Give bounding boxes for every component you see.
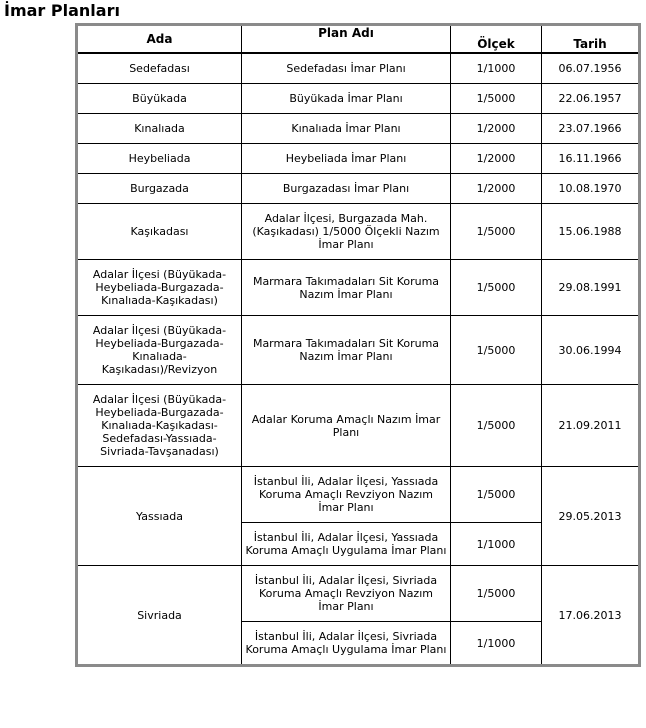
table-row bbox=[77, 467, 640, 523]
cell-plan-adi: İstanbul İli, Adalar İlçesi, Yassıada Koruma Amaçlı Uygulama İmar Planı bbox=[242, 523, 451, 566]
cell-plan-adi: Adalar Koruma Amaçlı Nazım İmar Planı bbox=[242, 385, 451, 467]
cell-ada: Sedefadası bbox=[77, 53, 242, 84]
cell-tarih: 29.08.1991 bbox=[542, 260, 640, 316]
table-row bbox=[77, 385, 640, 467]
column-header-ada: Ada bbox=[77, 25, 242, 54]
cell-olcek: 1/1000 bbox=[451, 523, 542, 566]
cell-plan-adi: Sedefadası İmar Planı bbox=[242, 53, 451, 84]
cell-ada: Adalar İlçesi (Büyükada-Heybeliada-Burgazada-Kınalıada-Kaşıkadası) bbox=[77, 260, 242, 316]
cell-plan-adi: Kınalıada İmar Planı bbox=[242, 114, 451, 144]
cell-olcek: 1/5000 bbox=[451, 467, 542, 523]
column-header-olcek: Ölçek bbox=[451, 25, 542, 54]
table-row bbox=[77, 204, 640, 260]
cell-olcek: 1/5000 bbox=[451, 84, 542, 114]
table-row bbox=[77, 174, 640, 204]
cell-tarih: 16.11.1966 bbox=[542, 144, 640, 174]
cell-ada: Yassıada bbox=[77, 467, 242, 566]
cell-olcek: 1/1000 bbox=[451, 622, 542, 666]
table-row bbox=[77, 84, 640, 114]
cell-olcek: 1/5000 bbox=[451, 385, 542, 467]
cell-ada: Adalar İlçesi (Büyükada-Heybeliada-Burgazada-Kınalıada-Kaşıkadası-Sedefadası-Yassıada-Sivriada-Tavşanadası) bbox=[77, 385, 242, 467]
cell-olcek: 1/5000 bbox=[451, 566, 542, 622]
cell-tarih: 10.08.1970 bbox=[542, 174, 640, 204]
cell-tarih: 22.06.1957 bbox=[542, 84, 640, 114]
cell-tarih: 30.06.1994 bbox=[542, 316, 640, 385]
header-row bbox=[77, 25, 640, 54]
cell-ada: Kaşıkadası bbox=[77, 204, 242, 260]
cell-ada: Burgazada bbox=[77, 174, 242, 204]
cell-ada: Heybeliada bbox=[77, 144, 242, 174]
table-row bbox=[77, 316, 640, 385]
cell-olcek: 1/2000 bbox=[451, 114, 542, 144]
cell-plan-adi: Büyükada İmar Planı bbox=[242, 84, 451, 114]
cell-ada: Sivriada bbox=[77, 566, 242, 666]
table-row bbox=[77, 53, 640, 84]
cell-plan-adi: Marmara Takımadaları Sit Koruma Nazım İmar Planı bbox=[242, 260, 451, 316]
cell-olcek: 1/5000 bbox=[451, 204, 542, 260]
cell-olcek: 1/2000 bbox=[451, 144, 542, 174]
imar-planlari-table bbox=[75, 23, 641, 667]
table-row bbox=[77, 566, 640, 622]
table-row bbox=[77, 144, 640, 174]
cell-olcek: 1/2000 bbox=[451, 174, 542, 204]
cell-tarih: 23.07.1966 bbox=[542, 114, 640, 144]
cell-tarih: 06.07.1956 bbox=[542, 53, 640, 84]
table-row bbox=[77, 114, 640, 144]
cell-tarih: 21.09.2011 bbox=[542, 385, 640, 467]
column-header-plan-adi: Plan Adı bbox=[242, 25, 451, 54]
cell-ada: Büyükada bbox=[77, 84, 242, 114]
cell-olcek: 1/5000 bbox=[451, 260, 542, 316]
column-header-tarih: Tarih bbox=[542, 25, 640, 54]
cell-olcek: 1/1000 bbox=[451, 53, 542, 84]
cell-tarih: 15.06.1988 bbox=[542, 204, 640, 260]
cell-plan-adi: İstanbul İli, Adalar İlçesi, Sivriada Koruma Amaçlı Uygulama İmar Planı bbox=[242, 622, 451, 666]
cell-tarih: 17.06.2013 bbox=[542, 566, 640, 666]
cell-plan-adi: İstanbul İli, Adalar İlçesi, Sivriada Koruma Amaçlı Revziyon Nazım İmar Planı bbox=[242, 566, 451, 622]
cell-tarih: 29.05.2013 bbox=[542, 467, 640, 566]
cell-plan-adi: Heybeliada İmar Planı bbox=[242, 144, 451, 174]
page-title: İmar Planları bbox=[4, 1, 120, 20]
cell-ada: Kınalıada bbox=[77, 114, 242, 144]
cell-plan-adi: İstanbul İli, Adalar İlçesi, Yassıada Koruma Amaçlı Revziyon Nazım İmar Planı bbox=[242, 467, 451, 523]
cell-ada: Adalar İlçesi (Büyükada-Heybeliada-Burgazada-Kınalıada-Kaşıkadası)/Revizyon bbox=[77, 316, 242, 385]
cell-plan-adi: Marmara Takımadaları Sit Koruma Nazım İmar Planı bbox=[242, 316, 451, 385]
cell-olcek: 1/5000 bbox=[451, 316, 542, 385]
cell-plan-adi: Burgazadası İmar Planı bbox=[242, 174, 451, 204]
cell-plan-adi: Adalar İlçesi, Burgazada Mah. (Kaşıkadası) 1/5000 Ölçekli Nazım İmar Planı bbox=[242, 204, 451, 260]
table-row bbox=[77, 260, 640, 316]
